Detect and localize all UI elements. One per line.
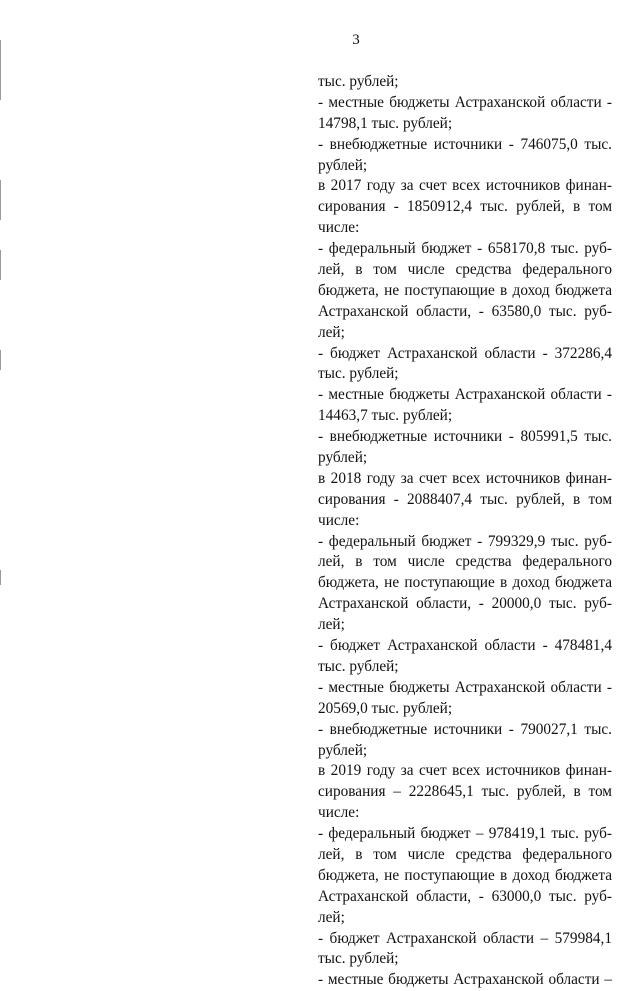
text-line: лей; <box>318 908 345 926</box>
text-line: лей, в том числе средства федерального <box>318 553 612 571</box>
scan-edge-mark <box>0 570 1 585</box>
text-line: лей, в том числе средства федерального <box>318 845 612 863</box>
text-line: числе: <box>318 219 360 237</box>
page-number: 3 <box>352 32 360 48</box>
text-line: тыс. рублей; <box>318 365 399 383</box>
text-line: сирования - 1850912,4 тыс. рублей, в том <box>318 198 612 216</box>
text-line: - федеральный бюджет - 658170,8 тыс. руб- <box>318 240 612 258</box>
text-line: тыс. рублей; <box>318 950 399 968</box>
text-line: сирования - 2088407,4 тыс. рублей, в том <box>318 490 612 508</box>
text-line: - местные бюджеты Астраханской области - <box>318 93 612 111</box>
scan-edge-mark <box>0 40 1 100</box>
text-line: числе: <box>318 804 360 822</box>
text-line: лей; <box>318 616 345 634</box>
text-line: - местные бюджеты Астраханской области - <box>318 678 612 696</box>
text-line: тыс. рублей; <box>318 657 399 675</box>
text-line: бюджета, не поступающие в доход бюджета <box>318 281 612 299</box>
scan-edge-mark <box>0 250 1 280</box>
text-line: бюджета, не поступающие в доход бюджета <box>318 574 612 592</box>
text-line: - внебюджетные источники - 746075,0 тыс. <box>318 135 612 153</box>
text-line: рублей; <box>318 741 368 759</box>
text-line: сирования – 2228645,1 тыс. рублей, в том <box>318 783 612 801</box>
text-line: в 2018 году за счет всех источников финан- <box>318 469 612 487</box>
text-line: - местные бюджеты Астраханской области - <box>318 386 612 404</box>
text-line: - федеральный бюджет - 799329,9 тыс. руб- <box>318 532 612 550</box>
scan-edge-mark <box>0 350 1 370</box>
text-line: лей; <box>318 323 345 341</box>
text-line: Астраханской области, - 63580,0 тыс. руб- <box>318 302 612 320</box>
text-line: 14798,1 тыс. рублей; <box>318 114 453 132</box>
scan-left-edge <box>0 0 3 905</box>
text-line: Астраханской области, - 20000,0 тыс. руб- <box>318 595 612 613</box>
text-line: в 2017 году за счет всех источников финан- <box>318 177 612 195</box>
text-line: - бюджет Астраханской области - 372286,4 <box>318 344 612 362</box>
text-line: числе: <box>318 511 360 529</box>
text-line: - бюджет Астраханской области - 478481,4 <box>318 637 612 655</box>
text-line: 14463,7 тыс. рублей; <box>318 407 453 425</box>
document-text-column <box>318 72 612 991</box>
text-line: рублей; <box>318 449 368 467</box>
text-line: бюджета, не поступающие в доход бюджета <box>318 866 612 884</box>
text-line: рублей; <box>318 156 368 174</box>
text-line: в 2019 году за счет всех источников финан- <box>318 762 612 780</box>
text-line: - местные бюджеты Астраханской области – <box>318 971 612 989</box>
text-line: - внебюджетные источники - 790027,1 тыс. <box>318 720 612 738</box>
scan-edge-mark <box>0 180 1 220</box>
text-line: - бюджет Астраханской области – 579984,1 <box>318 929 612 947</box>
text-line: 20569,0 тыс. рублей; <box>318 699 453 717</box>
text-line: лей, в том числе средства федерального <box>318 261 612 279</box>
text-line: тыс. рублей; <box>318 73 399 90</box>
text-line: Астраханской области, - 63000,0 тыс. руб- <box>318 887 612 905</box>
text-line: - внебюджетные источники - 805991,5 тыс. <box>318 428 612 446</box>
text-line: - федеральный бюджет – 978419,1 тыс. руб- <box>318 825 612 843</box>
